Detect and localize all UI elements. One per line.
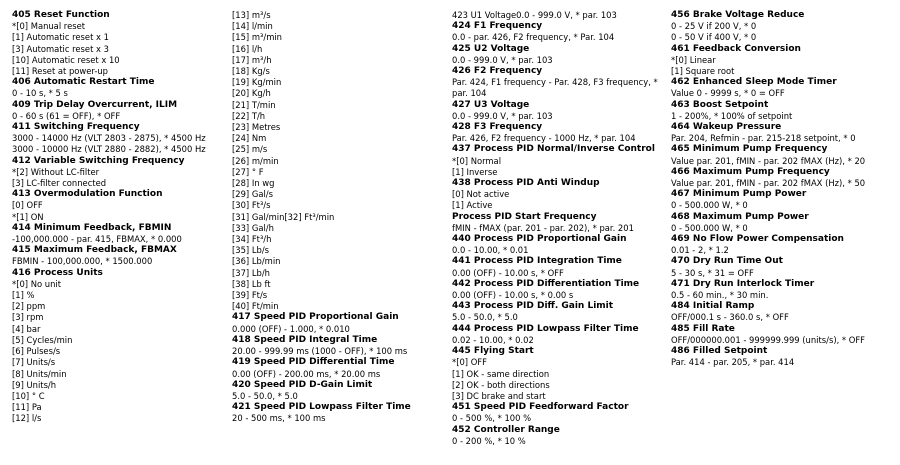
parameter-detail: fMIN - fMAX (par. 201 - par. 202), * par. 201	[452, 222, 634, 233]
parameter-detail: [38] Lb ft	[232, 278, 271, 289]
parameter-detail: [3] Automatic reset x 3	[12, 43, 109, 54]
parameter-detail: [13] m³/s	[232, 10, 271, 20]
parameter-detail: [28] In wg	[232, 178, 275, 189]
parameter-heading: 464 Wakeup Pressure	[671, 122, 782, 133]
parameter-detail: [2] ppm	[12, 301, 46, 312]
parameter-detail: [11] Reset at power-up	[12, 66, 108, 77]
parameter-heading: 445 Flying Start	[452, 346, 534, 357]
parameter-heading: 428 F3 Frequency	[452, 122, 543, 133]
parameter-heading: 442 Process PID Differentiation Time	[452, 278, 640, 289]
parameter-detail: 0.02 - 10.00, * 0.02	[452, 334, 534, 345]
parameter-detail: 5.0 - 50.0, * 5.0	[232, 390, 298, 401]
parameter-detail: 0.00 (OFF) - 10.00 s, * OFF	[452, 267, 564, 278]
parameter-detail: [22] T/h	[232, 110, 266, 121]
parameter-detail: [37] Lb/h	[232, 267, 270, 278]
parameter-heading: 440 Process PID Proportional Gain	[452, 234, 627, 245]
parameter-detail: Par. 426, F2 frequency - 1000 Hz, * par. 104	[452, 133, 636, 144]
parameter-detail: 0 - 200 %, * 10 %	[452, 435, 526, 446]
parameter-detail: [7] Units/s	[12, 357, 56, 368]
parameter-heading: 466 Maximum Pump Frequency	[671, 166, 830, 177]
parameter-detail: 0 - 500 %, * 100 %	[452, 413, 532, 424]
parameter-detail: 0.00 (OFF) - 200.00 ms, * 20.00 ms	[232, 368, 381, 379]
parameter-heading: 414 Minimum Feedback, FBMIN	[12, 222, 172, 233]
parameter-detail: 3000 - 14000 Hz (VLT 2803 - 2875), * 4500 Hz	[12, 133, 206, 144]
parameter-heading: 486 Filled Setpoint	[671, 346, 768, 357]
parameter-heading: 456 Brake Voltage Reduce	[671, 10, 805, 20]
parameter-detail: [30] Ft³/s	[232, 200, 271, 211]
parameter-heading: Process PID Start Frequency	[452, 211, 597, 222]
parameter-detail: [29] Gal/s	[232, 189, 273, 200]
column-1	[12, 10, 220, 425]
parameter-heading: 444 Process PID Lowpass Filter Time	[452, 323, 639, 334]
parameter-detail: 0 - 500.000 W, * 0	[671, 200, 748, 211]
parameter-detail: [15] m³/min	[232, 32, 282, 43]
parameter-heading: 415 Maximum Feedback, FBMAX	[12, 245, 177, 256]
parameter-detail: *[0] Linear	[671, 54, 716, 65]
parameter-detail: [8] Units/min	[12, 368, 67, 379]
parameter-detail: [39] Ft/s	[232, 290, 268, 301]
parameter-detail: [35] Lb/s	[232, 245, 270, 256]
parameter-detail: 1 - 200%, * 100% of setpoint	[671, 110, 793, 121]
parameter-detail: [2] OK - both directions	[452, 379, 550, 390]
parameter-heading: 469 No Flow Power Compensation	[671, 234, 844, 245]
parameter-detail: *[0] OFF	[452, 357, 487, 368]
parameter-heading: 452 Controller Range	[452, 424, 560, 435]
parameter-heading: 420 Speed PID D-Gain Limit	[232, 379, 373, 390]
parameter-heading: 427 U3 Voltage	[452, 99, 530, 110]
column-3	[452, 10, 666, 447]
parameter-detail: Par. 414 - par. 205, * par. 414	[671, 357, 795, 368]
parameter-detail: [21] T/min	[232, 99, 276, 110]
parameter-detail: *[1] ON	[12, 211, 44, 222]
parameter-detail: 0.0 - 999.0 V, * par. 103	[452, 110, 553, 121]
parameter-detail: OFF/000000.001 - 999999.999 (units/s), * OFF	[671, 334, 866, 345]
parameter-detail: [1] %	[12, 290, 35, 301]
parameter-heading: 461 Feedback Conversion	[671, 43, 801, 54]
parameter-detail: [17] m³/h	[232, 54, 272, 65]
parameter-detail: Par. 204, Refmin - par. 215-218 setpoint, * 0	[671, 133, 856, 144]
parameter-heading: 470 Dry Run Time Out	[671, 256, 783, 267]
parameter-detail: [1] Inverse	[452, 166, 498, 177]
parameter-detail: OFF/000.1 s - 360.0 s, * OFF	[671, 312, 789, 323]
parameter-detail: [1] OK - same direction	[452, 368, 550, 379]
parameter-detail: [3] rpm	[12, 312, 44, 323]
parameter-heading: 421 Speed PID Lowpass Filter Time	[232, 402, 411, 413]
parameter-heading: 438 Process PID Anti Windup	[452, 178, 600, 189]
parameter-heading: 471 Dry Run Interlock Timer	[671, 278, 815, 289]
parameter-detail: [27] ° F	[232, 166, 264, 177]
parameter-detail: Value par. 201, fMIN - par. 202 fMAX (Hz), * 20	[671, 155, 866, 166]
parameter-heading: 425 U2 Voltage	[452, 43, 530, 54]
parameter-heading: 437 Process PID Normal/Inverse Control	[452, 144, 655, 155]
column-2	[232, 10, 437, 425]
parameter-detail: [11] Pa	[12, 402, 42, 413]
parameter-detail: par. 104	[452, 88, 487, 99]
parameter-detail: *[0] Manual reset	[12, 21, 86, 32]
parameter-detail: [1] Square root	[671, 66, 735, 77]
parameter-heading: 468 Maximum Pump Power	[671, 211, 809, 222]
parameter-detail: [14] l/min	[232, 21, 273, 32]
parameter-heading: 424 F1 Frequency	[452, 21, 543, 32]
parameter-heading: 412 Variable Switching Frequency	[12, 155, 185, 166]
parameter-heading: 451 Speed PID Feedforward Factor	[452, 402, 629, 413]
parameter-detail: [20] Kg/h	[232, 88, 271, 99]
parameter-detail: 20.00 - 999.99 ms (1000 - OFF), * 100 ms	[232, 346, 408, 357]
parameter-detail: 0.01 - 2, * 1.2	[671, 245, 729, 256]
parameter-detail: 0.0 - 999.0 V, * par. 103	[452, 54, 553, 65]
parameter-heading: 443 Process PID Diff. Gain Limit	[452, 301, 614, 312]
parameter-detail: *[2] Without LC-filter	[12, 166, 100, 177]
parameter-detail: [3] DC brake and start	[452, 390, 546, 401]
parameter-detail: 0 - 10 s, * 5 s	[12, 88, 68, 99]
parameter-detail: [12] l/s	[12, 413, 42, 424]
parameter-detail: -100,000.000 - par. 415, FBMAX, * 0.000	[12, 234, 182, 245]
parameter-detail: [3] LC-filter connected	[12, 178, 107, 189]
parameter-detail: 0.000 (OFF) - 1.000, * 0.010	[232, 323, 350, 334]
parameter-detail: [31] Gal/min[32] Ft³/min	[232, 211, 335, 222]
parameter-heading: 467 Minimum Pump Power	[671, 189, 807, 200]
parameter-detail: [9] Units/h	[12, 379, 57, 390]
parameter-detail: 0 - 500.000 W, * 0	[671, 222, 748, 233]
parameter-heading: 484 Initial Ramp	[671, 301, 755, 312]
parameter-detail: [0] Not active	[452, 189, 510, 200]
parameter-heading: 413 Overmodulation Function	[12, 189, 163, 200]
parameter-detail: [18] Kg/s	[232, 66, 270, 77]
parameter-detail: 0.00 (OFF) - 10.00 s, * 0.00 s	[452, 290, 574, 301]
parameter-detail: [19] Kg/min	[232, 77, 282, 88]
parameter-detail: 3000 - 10000 Hz (VLT 2880 - 2882), * 4500 Hz	[12, 144, 206, 155]
parameter-heading: 485 Fill Rate	[671, 323, 735, 334]
parameter-heading: 416 Process Units	[12, 267, 103, 278]
parameter-detail: [36] Lb/min	[232, 256, 281, 267]
parameter-detail: 0.5 - 60 min., * 30 min.	[671, 290, 769, 301]
parameter-detail: Value 0 - 9999 s, * 0 = OFF	[671, 88, 785, 99]
parameter-detail: FBMIN - 100,000.000, * 1500.000	[12, 256, 153, 267]
parameter-detail: [5] Cycles/min	[12, 334, 73, 345]
parameter-heading: 405 Reset Function	[12, 10, 110, 20]
parameter-detail: 0 - 50 V if 400 V, * 0	[671, 32, 757, 43]
parameter-detail: Value par. 201, fMIN - par. 202 fMAX (Hz), * 50	[671, 178, 866, 189]
parameter-detail: *[0] Normal	[452, 155, 502, 166]
parameter-detail: [0] OFF	[12, 200, 43, 211]
parameter-heading: 409 Trip Delay Overcurrent, ILIM	[12, 99, 178, 110]
parameter-heading: 417 Speed PID Proportional Gain	[232, 312, 399, 323]
parameter-detail: [23] Metres	[232, 122, 281, 133]
parameter-heading: 406 Automatic Restart Time	[12, 77, 155, 88]
parameter-detail: [4] bar	[12, 323, 41, 334]
parameter-detail: Par. 424, F1 frequency - Par. 428, F3 frequency, *	[452, 77, 658, 88]
parameter-detail: [10] Automatic reset x 10	[12, 54, 120, 65]
parameter-detail: [24] Nm	[232, 133, 267, 144]
parameter-detail: [16] l/h	[232, 43, 263, 54]
parameter-detail: 0 - 60 s (61 = OFF), * OFF	[12, 110, 121, 121]
parameter-heading: 441 Process PID Integration Time	[452, 256, 622, 267]
parameter-detail: [33] Gal/h	[232, 222, 274, 233]
parameter-heading: 462 Enhanced Sleep Mode Timer	[671, 77, 837, 88]
parameter-heading: 419 Speed PID Differential Time	[232, 357, 395, 368]
parameter-detail: [1] Active	[452, 200, 493, 211]
parameter-detail: 423 U1 Voltage0.0 - 999.0 V, * par. 103	[452, 10, 617, 20]
parameter-detail: 0.0 - 10.00, * 0.01	[452, 245, 529, 256]
parameter-detail: [25] m/s	[232, 144, 268, 155]
parameter-detail: 20 - 500 ms, * 100 ms	[232, 413, 326, 424]
parameter-detail: 5.0 - 50.0, * 5.0	[452, 312, 518, 323]
parameter-detail: [1] Automatic reset x 1	[12, 32, 109, 43]
parameter-heading: 426 F2 Frequency	[452, 66, 543, 77]
parameter-detail: [6] Pulses/s	[12, 346, 61, 357]
parameter-detail: [34] Ft³/h	[232, 234, 272, 245]
parameter-detail: [26] m/min	[232, 155, 279, 166]
parameter-detail: 5 - 30 s, * 31 = OFF	[671, 267, 754, 278]
parameter-detail: 0.0 - par. 426, F2 frequency, * Par. 104	[452, 32, 615, 43]
parameter-heading: 418 Speed PID Integral Time	[232, 334, 378, 345]
parameter-detail: 0 - 25 V if 200 V, * 0	[671, 21, 757, 32]
parameter-heading: 465 Minimum Pump Frequency	[671, 144, 828, 155]
parameter-detail: [40] Ft/min	[232, 301, 279, 312]
column-4	[671, 10, 895, 369]
parameter-heading: 411 Switching Frequency	[12, 122, 140, 133]
parameter-detail: [10] ° C	[12, 390, 45, 401]
parameter-detail: *[0] No unit	[12, 278, 61, 289]
parameter-heading: 463 Boost Setpoint	[671, 99, 769, 110]
